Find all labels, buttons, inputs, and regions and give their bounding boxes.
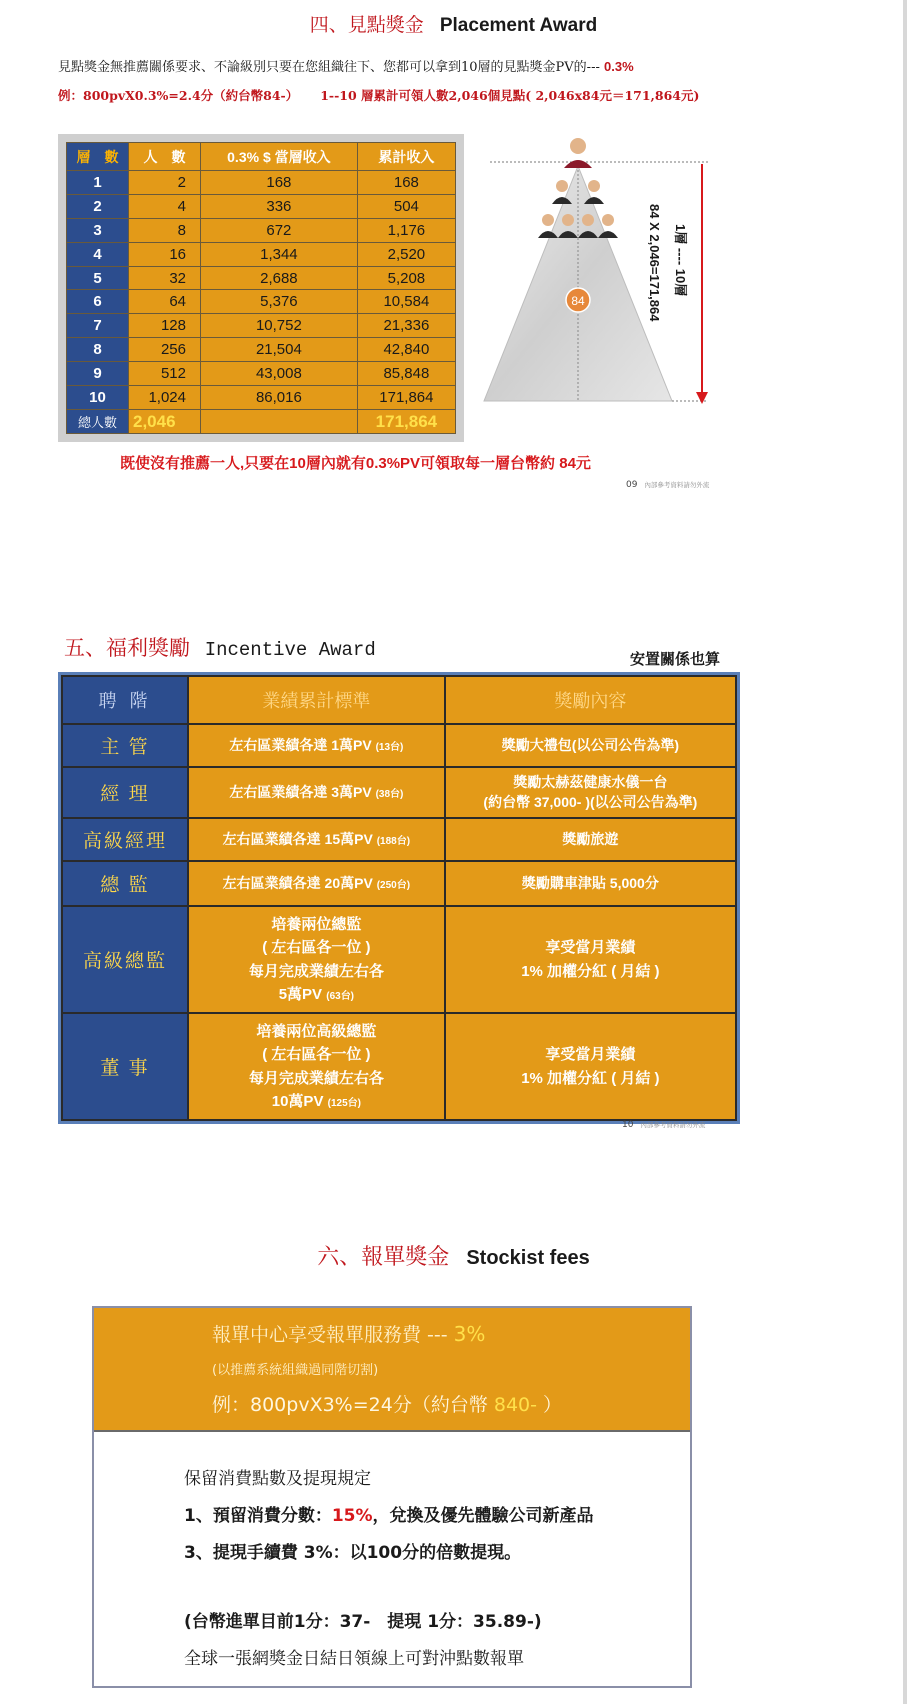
row-rank: 經 理 xyxy=(62,767,188,817)
placement-table xyxy=(66,142,456,434)
incentive-title-en: Incentive Award xyxy=(204,639,376,661)
incentive-row xyxy=(62,724,736,767)
row-criteria: 培養兩位總監 ( 左右區各一位 ) 每月完成業績左右各 5萬PV (63台) xyxy=(188,906,445,1013)
row-criteria: 培養兩位高級總監 ( 左右區各一位 ) 每月完成業績左右各 10萬PV (125台) xyxy=(188,1013,445,1120)
incentive-row xyxy=(62,767,736,817)
row-criteria: 左右區業績各達 15萬PV (188台) xyxy=(188,818,445,861)
row-people: 256 xyxy=(129,338,201,362)
row-people: 1,024 xyxy=(129,386,201,410)
placement-example-right: 1--10 層累計可領人數2,046個見點( 2,046x84元＝171,864元) xyxy=(320,88,700,103)
placement-title-en: Placement Award xyxy=(439,15,598,36)
row-reward: 獎勵購車津貼 5,000分 xyxy=(445,861,736,906)
placement-row xyxy=(67,290,456,314)
incentive-table-frame xyxy=(58,672,740,1124)
stockist-highlight-panel xyxy=(94,1308,690,1432)
header-rank: 聘 階 xyxy=(62,676,188,724)
incentive-row xyxy=(62,906,736,1013)
header-people: 人 數 xyxy=(129,143,201,171)
rules-title: 保留消費點數及提現規定 xyxy=(184,1469,371,1489)
placement-row xyxy=(67,386,456,410)
row-criteria-note: (38台) xyxy=(375,789,404,801)
row-criteria-note: (125台) xyxy=(327,1097,361,1109)
row-income: 1,344 xyxy=(201,242,358,266)
page-number: 09 xyxy=(626,480,638,490)
row-level: 1 xyxy=(67,171,129,195)
placement-table-header xyxy=(67,143,456,171)
total-people: 2,046 xyxy=(129,410,201,434)
row-level: 8 xyxy=(67,338,129,362)
placement-row xyxy=(67,194,456,218)
placement-example-left: 例：800pvX0.3%=2.4分（約台幣84-） xyxy=(58,88,299,103)
page-footer-09 xyxy=(626,480,709,490)
placement-row xyxy=(67,218,456,242)
stockist-example xyxy=(212,1390,690,1417)
stockist-title-zh: 六、報單獎金 xyxy=(317,1245,450,1270)
header-reward: 獎勵內容 xyxy=(445,676,736,724)
rule-1: 1、預留消費分數：15%，兌換及優先體驗公司新產品 xyxy=(184,1506,594,1526)
row-income: 5,376 xyxy=(201,290,358,314)
row-income: 86,016 xyxy=(201,386,358,410)
top-person-icon xyxy=(564,138,592,168)
stockist-service-fee-percent: 3% xyxy=(453,1322,486,1346)
placement-description-percent: 0.3% xyxy=(604,59,634,74)
global-note: 全球一張網獎金日結日領線上可對沖點數報單 xyxy=(184,1649,524,1669)
row-people: 4 xyxy=(129,194,201,218)
row-income: 2,688 xyxy=(201,266,358,290)
stockist-example-end: ） xyxy=(543,1394,563,1416)
row-income: 21,504 xyxy=(201,338,358,362)
incentive-row xyxy=(62,861,736,906)
page-footer-note: 內部參考資料請勿外流 xyxy=(640,1121,706,1129)
row-income: 10,752 xyxy=(201,314,358,338)
row-people: 32 xyxy=(129,266,201,290)
page-right-border xyxy=(903,0,907,1704)
row-people: 128 xyxy=(129,314,201,338)
stockist-title-en: Stockist fees xyxy=(466,1247,590,1269)
row-total: 1,176 xyxy=(357,218,455,242)
pyramid-diagram xyxy=(470,126,750,446)
row-reward: 獎勵旅遊 xyxy=(445,818,736,861)
row-level: 7 xyxy=(67,314,129,338)
row-people: 64 xyxy=(129,290,201,314)
row-rank: 高級經理 xyxy=(62,818,188,861)
row-people: 512 xyxy=(129,362,201,386)
page-footer-10 xyxy=(622,1120,705,1130)
stockist-service-fee-text: 報單中心享受報單服務費 --- xyxy=(212,1324,448,1346)
row-criteria-note: (13台) xyxy=(375,742,404,754)
stockist-cut-note: (以推薦系統組織過同階切割) xyxy=(212,1363,379,1378)
pyramid-badge-text: 84 xyxy=(571,294,585,308)
incentive-table-header xyxy=(62,676,736,724)
placement-row xyxy=(67,266,456,290)
placement-note: 既使沒有推薦一人,只要在10層內就有0.3%PV可領取每一層台幣約 84元 xyxy=(120,455,591,472)
row-rank: 董 事 xyxy=(62,1013,188,1120)
rule-1-percent: 15% xyxy=(331,1506,373,1526)
row-total: 171,864 xyxy=(357,386,455,410)
row-level: 9 xyxy=(67,362,129,386)
rule-2: 3、提現手續費 3%：以100分的倍數提現。 xyxy=(184,1543,522,1563)
stockist-title xyxy=(0,1240,907,1271)
row-rank: 高級總監 xyxy=(62,906,188,1013)
pyramid-formula: 84 X 2,046=171,864 xyxy=(647,204,662,322)
header-income: 0.3% $ 當層收入 xyxy=(201,143,358,171)
row-criteria-note: (188台) xyxy=(376,835,411,847)
stockist-example-text: 例：800pvX3%=24分（約台幣 xyxy=(212,1394,488,1416)
incentive-row xyxy=(62,818,736,861)
incentive-row xyxy=(62,1013,736,1120)
stockist-example-amount: 840- xyxy=(493,1394,537,1416)
row-income: 672 xyxy=(201,218,358,242)
row-level: 2 xyxy=(67,194,129,218)
row-income: 168 xyxy=(201,171,358,195)
stockist-service-fee xyxy=(212,1320,690,1347)
placement-row xyxy=(67,314,456,338)
pyramid-range: 1層 ---- 10層 xyxy=(673,224,688,297)
placement-table-frame xyxy=(58,134,464,442)
placement-description xyxy=(58,56,634,75)
row-total: 2,520 xyxy=(357,242,455,266)
row-total: 5,208 xyxy=(357,266,455,290)
row-criteria-note: (63台) xyxy=(326,990,355,1002)
page-number: 10 xyxy=(622,1120,634,1130)
placement-title xyxy=(0,10,907,37)
pyramid-arrow-head xyxy=(696,392,708,404)
total-blank xyxy=(201,410,358,434)
placement-row xyxy=(67,338,456,362)
placement-row xyxy=(67,171,456,195)
placement-example xyxy=(58,86,699,104)
row-total: 21,336 xyxy=(357,314,455,338)
row-rank: 總 監 xyxy=(62,861,188,906)
incentive-title xyxy=(64,632,376,662)
header-level: 層 數 xyxy=(67,143,129,171)
row-level: 6 xyxy=(67,290,129,314)
row-reward: 享受當月業績 1% 加權分紅 ( 月結 ) xyxy=(445,1013,736,1120)
row-criteria: 左右區業績各達 20萬PV (250台) xyxy=(188,861,445,906)
header-criteria: 業績累計標準 xyxy=(188,676,445,724)
row-rank: 主 管 xyxy=(62,724,188,767)
row-criteria: 左右區業績各達 1萬PV (13台) xyxy=(188,724,445,767)
row-total: 10,584 xyxy=(357,290,455,314)
row-level: 3 xyxy=(67,218,129,242)
placement-total-row xyxy=(67,410,456,434)
incentive-title-zh: 五、福利獎勵 xyxy=(64,636,190,660)
row-total: 168 xyxy=(357,171,455,195)
row-total: 85,848 xyxy=(357,362,455,386)
row-reward: 獎勵大禮包(以公司公告為準) xyxy=(445,724,736,767)
row-level: 10 xyxy=(67,386,129,410)
row-level: 5 xyxy=(67,266,129,290)
incentive-table xyxy=(61,675,737,1121)
row-criteria: 左右區業績各達 3萬PV (38台) xyxy=(188,767,445,817)
stockist-rules xyxy=(94,1434,690,1681)
placement-row xyxy=(67,362,456,386)
incentive-subtitle: 安置關係也算 xyxy=(630,650,721,668)
row-people: 16 xyxy=(129,242,201,266)
header-total: 累計收入 xyxy=(357,143,455,171)
row-criteria-note: (250台) xyxy=(376,880,411,892)
row-people: 8 xyxy=(129,218,201,242)
row-total: 504 xyxy=(357,194,455,218)
page-footer-note: 內部參考資料請勿外流 xyxy=(644,481,710,489)
total-income: 171,864 xyxy=(357,410,455,434)
row-people: 2 xyxy=(129,171,201,195)
row-income: 336 xyxy=(201,194,358,218)
exchange-rate: (台幣進單目前1分：37- 提現 1分：35.89-) xyxy=(184,1612,542,1632)
placement-row xyxy=(67,242,456,266)
row-reward: 獎勵太赫茲健康水儀一台 (約台幣 37,000- )(以公司公告為準) xyxy=(445,767,736,817)
row-total: 42,840 xyxy=(357,338,455,362)
total-label: 總人數 xyxy=(67,410,129,434)
row-reward: 享受當月業績 1% 加權分紅 ( 月結 ) xyxy=(445,906,736,1013)
row-level: 4 xyxy=(67,242,129,266)
placement-description-text: 見點獎金無推薦關係要求、不論級別只要在您組織往下、您都可以拿到10層的見點獎金PV的--- xyxy=(58,60,600,75)
stockist-box xyxy=(92,1306,692,1688)
row-income: 43,008 xyxy=(201,362,358,386)
placement-title-zh: 四、見點獎金 xyxy=(309,14,424,36)
